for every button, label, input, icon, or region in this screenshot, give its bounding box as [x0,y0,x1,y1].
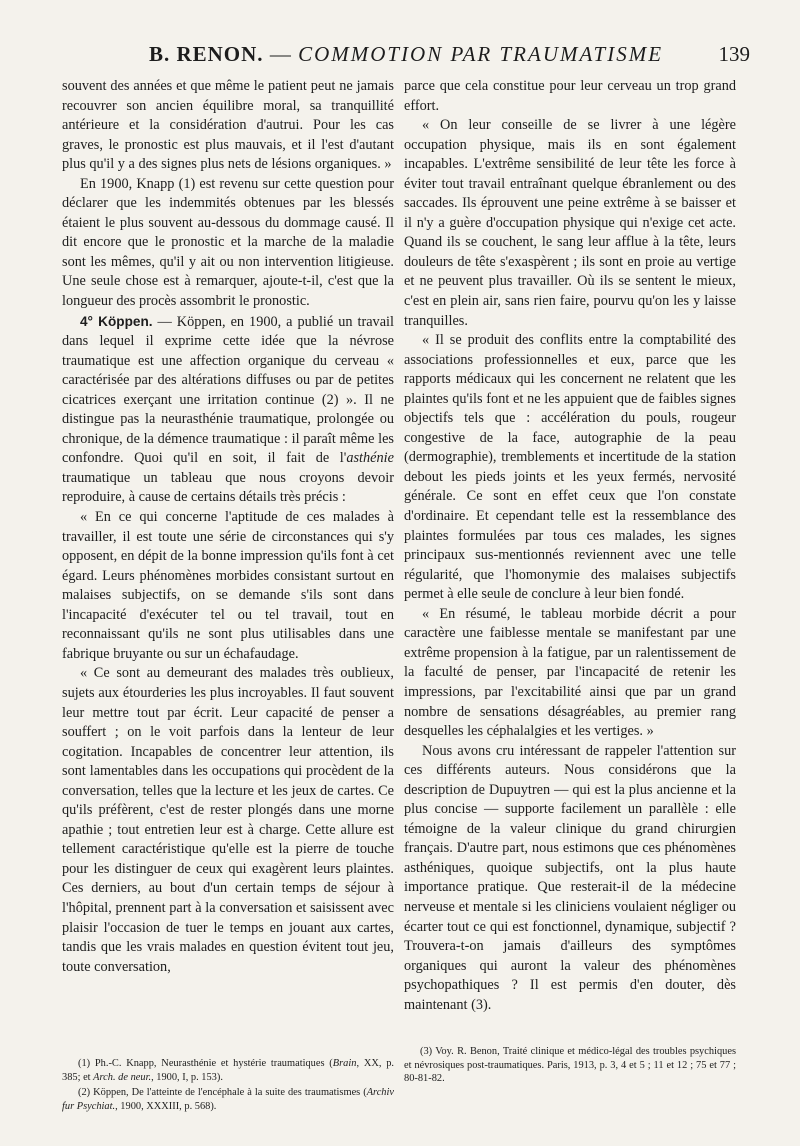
footnote-3: (3) Voy. R. Benon, Traité clinique et médico-légal des troubles psychiques et névrosiques post-traumatiques. Paris, 1913, p. 3, 4 et 5 ; 11 et 12 ; 75 et 77 ; 80-81-82. [404,1046,736,1084]
page-number: 139 [718,42,750,66]
footnote-text: , 1900, I, p. 153). [151,1071,223,1083]
footnote-text: (1) Ph.-C. Knapp, Neurasthénie et hystérie traumatiques ( [78,1058,333,1069]
footnotes-left [62,1057,394,1115]
running-header [62,42,750,72]
left-column [62,77,394,977]
paragraph: parce que cela constitue pour leur cerveau un trop grand effort. [404,78,736,114]
section-heading: 4° Köppen. [80,313,153,329]
footnote-text: , XX, p. 385; et [62,1058,394,1083]
paragraph: « En résumé, le tableau morbide décrit a pour caractère une faiblesse mentale se manifestant par une extrême propension à la fatigue, par un ralentissement de la faculté de penser, par l'incapacité de retenir les impressions, par l'excitabilité ainsi que par un grand nombre de sensations désagréables, au premier rang desquelles les céphalalgies et les vertiges. » [404,605,736,740]
paragraph: souvent des années et que même le patient peut ne jamais recouvrer son ancien équilibre moral, sa tranquillité antérieure et la considération d'autrui. Pour les cas graves, le pronostic est plus mauvais, et il l'est d'autant plus qu'il y a des signes plus nets de lésions organiques. » [62,78,394,173]
paragraph: Nous avons cru intéressant de rappeler l'attention sur ces différents auteurs. Nous considérons que la description de Dupuytren — qui est la plus ancienne et la plus concise — supporte facilement un parallèle : elle témoigne de la valeur clinique du grand chirurgien français. D'autre part, nous estimons que ces phénomènes asthéniques, quoique subjectifs, ont la plus haute importance pratique. Que resterait-il de la médecine nerveuse et mentale si les cliniciens voulaient négliger ou écarter tout ce qui est fonctionnel, dynamique, subjectif ? Trouvera-t-on jamais d'ailleurs des symptômes organiques qui auront la valeur des phénomènes psychopathiques ? Il est permis d'en douter, dès maintenant (3). [404,742,736,1013]
header-dash: — [269,42,292,66]
footnote-italic: Arch. de neur. [93,1071,152,1083]
footnote-text: , 1900, XXXIII, p. 568). [115,1100,217,1112]
header-author: B. RENON. [148,42,264,66]
paragraph: « En ce qui concerne l'aptitude de ces malades à travailler, il est toute une série de circonstances qui s'y opposent, en dépit de la bonne impression qu'ils font à cet égard. Leurs phénomènes morbides consistant surtout en malaises subjectifs, on se demande s'ils sont dans l'incapacité d'exécuter tel ou tel travail, tout en reconnaissant qu'ils ne sont plus utilisables dans une fabrique bruyante ou sur un échafaudage. [62,509,394,662]
footnote-2 [62,1086,394,1113]
paragraph: « Il se produit des conflits entre la comptabilité des associations professionnelles et eux, parce que les rapports médicaux qui les concernent ne relatent que les plaintes qu'ils font et ne les appuient que de faibles signes objectifs tels que : accélération du pouls, rougeur congestive de la face, autographie de la peau (dermographie), tremblements et incertitude de la station debout les pieds joints et les yeux fermés, nervosité générale. Ce sont en effet ceux que l'on constate d'ordinaire. Et cependant telle est la ressemblance des plaintes formulées par tous ces malades, les signes principaux sus-mentionnés reviennent avec une telle régularité, que l'homonymie des malaises subjectifs permet à elle seule de conclure à leur bien fondé. [404,332,736,603]
footnotes-right [404,1045,736,1088]
header-title: COMMOTION PAR TRAUMATISME [298,42,664,66]
paragraph: « Ce sont au demeurant des malades très oublieux, sujets aux étourderies les plus incroyables. Il faut souvent leur mettre tout par écrit. Leur capacité de penser a souffert ; on le voit parfois dans la lenteur de leur cogitation. Incapables de concentrer leur attention, ils sont lamentables dans les occupations qui procèdent de la conversation, telles que la lecture et les jeux de cartes. Ce qu'ils préfèrent, c'est de rester plongés dans une morne apathie ; tout entretien leur est à charge. Cette allure est tellement caractéristique qu'elle est la pierre de touche pour les distinguer de ceux qui exagèrent leurs plaintes. Ces derniers, au bout d'un certain temps de séjour à l'hôpital, prennent part à la conversation et saisissent avec plaisir l'occasion de tuer le temps en jouant aux cartes, tandis que les vrais malades en question évitent tout jeu, toute conversation, [62,665,394,975]
footnote-1 [62,1057,394,1084]
right-column [404,77,736,1015]
paragraph-text: — Köppen, en 1900, a publié un travail dans lequel il exprime cette idée que la névrose traumatique est une affection organique du cerveau « caractérisée par des altérations diffuses ou par de petites cicatrices exerçant une irritation continue (2) ». Il ne distingue pas la neurasthénie traumatique, prolongée ou chronique, de la démence traumatique : il paraît même les confondre. Quoi qu'il en soit, il fait de l' [62,313,394,467]
paragraph-koppen [62,312,394,508]
paragraph-text: traumatique un tableau que nous croyons devoir reproduire, à cause de certains détails très précis : [62,469,394,506]
footnote-text: (2) Köppen, De l'atteinte de l'encéphale à la suite des traumatismes ( [78,1087,367,1098]
footnote-italic: Archiv fur Psychiat. [62,1087,394,1112]
italic-term: asthénie [346,450,394,467]
footnote-italic: Brain [332,1058,357,1069]
paragraph: En 1900, Knapp (1) est revenu sur cette question pour déclarer que les indemmités obtenues par les blessés étaient le plus souvent au-dessous du dommage causé. Il dit encore que le pronostic et la marche de la maladie sont les mêmes, qu'il y ait ou non intervention litigieuse. Une seule chose est à remarquer, ajoute-t-il, c'est que la longueur des procès assombrit le pronostic. [62,175,394,310]
paragraph: « On leur conseille de se livrer à une légère occupation physique, mais ils en sont également incapables. L'extrême sensibilité de leur tête les force à éviter tout travail entraînant quelque ébranlement ou des saccades. Ils éprouvent une peine extrême à se baisser et il n'y a guère d'occupation physique qui n'exige cet acte. Quand ils se couchent, le sang leur afflue à la tête, leurs douleurs de tête s'exaspèrent ; ils sont en proie au vertige et ne peuvent plus travailler. Où ils se sentent le mieux, c'est en plein air, sans rien faire, pourvu qu'on les y laisse tranquilles. [404,117,736,329]
